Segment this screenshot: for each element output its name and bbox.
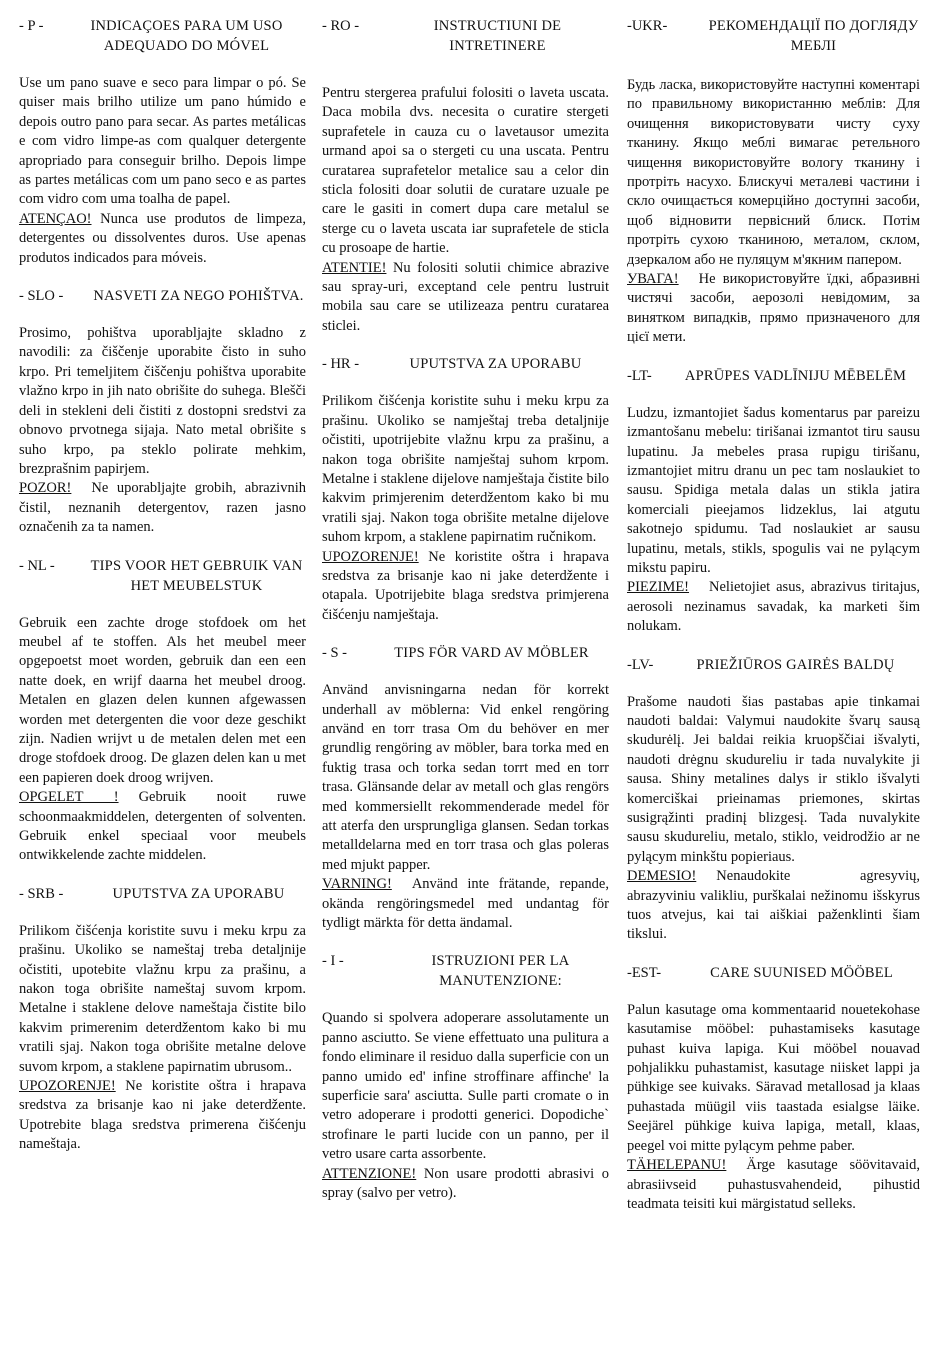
section-swedish [322,643,609,933]
warning-label: POZOR! [19,480,72,497]
column-2 [322,16,609,1222]
section-body: Pentru stergerea prafului folositi o laveta uscata. Daca mobila dvs. necesita o curatire stergeti suprafetele in cauza cu o lavetausor umezita urmand apoi sa o stergeti cu una uscata. Pentru curatarea suprafetelor metalice sau a celor din sticla folositi doar solutii de curatare uzuale pe care le gasiti in comert dupa care metalul se sterge cu o laveta uscata iar suprafetele de sticla cu prosoape de hartie. ATENTIE! Nu folositi solutii chimice abrazive sau spray-uri, exceptand cele pentru lustruit mobila sau care se utilizeaza pentru curatarea sticlei. [322,85,610,334]
language-code: - I - [322,953,344,970]
language-code: -LV- [627,656,654,673]
warning-label: UPOZORENJE! [19,1078,116,1095]
section-heading [19,286,306,306]
section-title: PRIEŽIŪROS GAIRĖS BALDŲ [696,656,895,673]
section-romanian [322,16,609,336]
section-heading [627,963,920,983]
section-body: Prosimo, pohištva uporabljajte skladno z navodili: za čiščenje uporabite čisto in suho krpo. Pri temeljitem čiščenju pohištva uporabite vlažno krpo in jih nato obrišite do suhega. Blešči deli in stekleni deli čistiti z dostopni sredstvi za obnovo prvotnega sijaja. Nato metal obrišite s suho krpo, pa steklo polirate mehkim, brezprašnim papirjem. POZOR! Ne uporabljajte grobih, abrazivnih čistil, neznanih detergentov, razen jasno označenih za ta namen. [19,325,306,536]
section-slovenian [19,286,306,537]
section-heading [19,16,306,56]
section-body: Prilikom čišćenja koristite suvu i meku krpu za prašinu. Ukoliko se nameštaj treba detaljnije očistiti, upotebite vlažnu krpu za prašinu, a nakon toga obrišite nameštaj suvom krpom. Metalne i staklene delove nameštaja čistite bilo kakvim primerenim deterdžentom kako bi mu vratili sjaj. Nakon toga obrišite metalne delove suvom krpom, a staklene papirnatim ubrusom.. UPOZORENJE! Ne koristite oštra i hrapava sredstva za brisanje kao ni jake deterdžente. Upotrebite blaga sredstva primerena čišćenju nameštaja. [19,922,307,1153]
section-title: UPUTSTVA ZA UPORABU [112,885,285,902]
section-body: Ludzu, izmantojiet šadus komentarus par pareizu izmantošanu mebelu: tirišanai izmantot tiru sausu lupatinu. Ja mebeles prasa rupigu tirišanu, izmantojiet mitru dranu un pec tam noslaukiet to sausu. Spidiga metala dalas un stikla jatira komerciali pieejamos lidzeklus, lai atgutu sakotnejo spidumu. Tad noslaukiet ar sausu lupatinu, metals, stikls, spogulis vai ne pylącym mikstu papiru. PIEZIME! Nelietojiet asus, abrazivus tiritajus, aerosoli nezinamus savadak, ka marketi šim nolukam. [627,404,920,635]
language-code: - HR - [322,356,360,373]
section-heading [322,354,609,374]
section-heading [322,951,609,991]
section-heading [322,643,609,663]
section-heading [627,366,920,386]
warning-label: ATENTIE! [322,259,387,276]
section-latvian [627,366,920,637]
section-heading [627,16,920,56]
section-title: INSTRUCTIUNI DE INTRETINERE [433,18,562,54]
warning-label: DEMESIO! [627,868,697,885]
section-lithuanian [627,655,920,945]
section-italian [322,951,609,1203]
column-3 [627,16,920,1232]
section-serbian [19,884,306,1155]
language-code: -UKR- [627,18,668,34]
language-code: -EST- [627,964,662,981]
section-heading [19,556,306,596]
language-code: - P - [19,18,44,34]
warning-label: ATTENZIONE! [322,1165,417,1182]
section-body: Use um pano suave e seco para limpar o pó. Se quiser mais brilho utilize um pano húmido e depois outro pano para secar. As partes metálicas e com vidro limpe-as com qualquer detergente apropriado para conseguir brilho. Depois limpe as partes metálicas com um pano seco e as partes com vidro com uma toalha de papel. ATENÇAO! Nunca use produtos de limpeza, detergentes ou dissolventes duros. Use apenas produtos indicados para móveis. [19,75,306,266]
language-code: -LT- [627,367,652,384]
section-croatian [322,354,609,625]
section-body: Använd anvisningarna nedan för korrekt underhall av möblerna: Vid enkel rengöring använd en torr trasa Om du behöver en mer grundlig rengöring av möbler, bara torka med en fuktig trasa och torka sedan torrt med en torr trasa. Glänsande delar av metall och glas rengörs med kommersiellt rekommenderade medel för att aterfa den ursprungliga glansen. Sedan torkas metalldelarna med en torr trasa och glas poleras med mjukt papper. VARNING! Använd inte frätande, repande, okända rengöringsmedel med undantag för tydligt märkta för detta ändamal. [322,682,609,932]
warning-label: УВАГА! [627,271,679,288]
section-body: Prašome naudoti šias pastabas apie tinkamai naudoti baldai: Valymui naudokite švarų sausą skudurėlį. Jei baldai reikia kruopščiai išvalyti, naudoti drėgnu skudureliu ir tada nuvalykite ji sausa. Shiny metalines dalys ir stiklo išvalyti komerciškai prieinamas priemones, skirtas susigrąžinti pradinį blizgesį. Tada nuvalykite sausu skudureliu, metalo, stiklo, veidrodžio ar ne pylącym minkštu popieriaus. DEMESIO! Nenaudokite agresyvių, abrazyviniu valikliu, purškalai nežinomu išskyrus tuos atvejus, kai tai aiškiai paženklinti šiam tikslui. [627,693,920,943]
language-code: - S - [322,645,347,662]
warning-label: VARNING! [322,876,392,893]
section-title: INDICAÇOES PARA UM USO ADEQUADO DO MÓVEL [90,18,283,54]
column-1 [19,16,306,1173]
section-ukrainian [627,16,920,348]
section-title: TIPS FÖR VARD AV MÖBLER [394,645,589,662]
section-heading [627,655,920,675]
section-portuguese [19,16,306,268]
section-title: NASVETI ZA NEGO POHIŠTVA. [93,288,304,305]
section-title: APRŪPES VADLĪNIJU MĒBELĒM [684,367,907,384]
section-body: Будь ласка, використовуйте наступні коментарі по правильному використанню меблів: Для очищення використовувати чисту суху тканину. Якщо меблі вимагає ретельного чищення використовуйте вологу тканину і протріть насухо. Блискучі металеві частини і скло очищається комерційно доступні засоби, щоб відновити первісний блиск. Потім протріть сухою тканиною, металом, склом, дзеркалом або не пуляцум м'якним папером. УВАГА! Не використовуйте їдкі, абразивні чистячі засоби, аерозолі невідомим, за винятком випадків, прямо призначеного для цієї мети. [627,77,920,346]
warning-label: ATENÇAO! [19,210,92,227]
section-heading [19,884,306,904]
language-code: - SRB - [19,885,64,902]
section-body: Quando si spolvera adoperare assolutamente un panno asciutto. Se viene effettuato una pulitura a fondo eliminare il residuo dalla superficie con un panno umido ed' infine stroffinare affinche' la superficie sara' asciutta. Sulle parti cromate o in vetro adoperare i prodotti generici. Dopodiche` strofinare le parti lucide con un panno, per il vetro usare carta assorbente. ATTENZIONE! Non usare prodotti abrasivi o spray (salvo per vetro). [322,1010,609,1202]
warning-label: TÄHELEPANU! [627,1157,727,1174]
section-title: UPUTSTVA ZA UPORABU [409,356,582,373]
section-heading [322,16,609,56]
section-title: TIPS VOOR HET GEBRUIK VAN HET MEUBELSTUK [90,557,303,594]
language-code: - SLO - [19,288,64,305]
warning-label: OPGELET ! [19,789,119,806]
warning-label: UPOZORENJE! [322,548,419,565]
section-body: Palun kasutage oma kommentaarid nouetekohase kasutamise mööbel: puhastamiseks kasutage puhast kuiva lapiga. Kui mööbel nouavad pohjalikku puhastamist, kasutage niisket lappi ja pühkige see kuivaks. Säravad metallosad ja klaas puhastada müügil viis taastada esialgse läike. Seejärel pühkige kuiva lapiga, metall, klaas, peegel voi mitte pylącym pehme paber. TÄHELEPANU! Ärge kasutage söövitavaid, abrasiivseid puhastusvahendeid, pihustid teadmata teisiti kui märgistatud selleks. [627,1001,920,1212]
section-dutch [19,556,306,866]
section-title: РЕКОМЕНДАЦІЇ ПО ДОГЛЯДУ МЕБЛІ [708,18,919,54]
section-title: CARE SUUNISED MÖÖBEL [710,964,893,981]
warning-label: PIEZIME! [627,579,690,596]
section-estonian [627,963,920,1214]
language-code: - RO - [322,18,360,34]
language-code: - NL - [19,557,55,574]
section-body: Gebruik een zachte droge stofdoek om het meubel af te stoffen. Als het meubel meer opgepoetst moet worden, gebruik dan een een natte doek, en wrijf daarna het meubel droog. Metalen en glazen delen kunnen afgewassen worden met detergenten die voor deze geschikt zijn. Nadien wrijvt u de metalen delen met een droge stofdoek droog. De glazen delen kan u met een papieren doek droog wrijven. OPGELET ! Gebruik nooit ruwe schoonmaakmiddelen, detergenten of solventen. Gebruik enkel speciaal voor meubels ontwikkelende zachte middelen. [19,614,306,864]
section-body: Prilikom čišćenja koristite suhu i meku krpu za prašinu. Ukoliko se namještaj treba detaljnije očistiti, upotrijebite vlažnu krpu za prašinu, a nakon toga obrišite namještaj suhom krpom. Metalne i staklene dijelove namještaja čistite bilo kakvim primjerenim deterdžentom kako bi mu vratili sjaj. Nakon toga obrišite metalne dijelove suhom krpom, a staklene papirnatim ručnikom. UPOZORENJE! Ne koristite oštra i hrapava sredstva za brisanje kao ni jake deterdžente i otapala. Upotrijebite blaga sredstva primjerena čišćenju namještaja. [322,393,610,623]
section-title: ISTRUZIONI PER LA MANUTENZIONE: [431,953,570,990]
